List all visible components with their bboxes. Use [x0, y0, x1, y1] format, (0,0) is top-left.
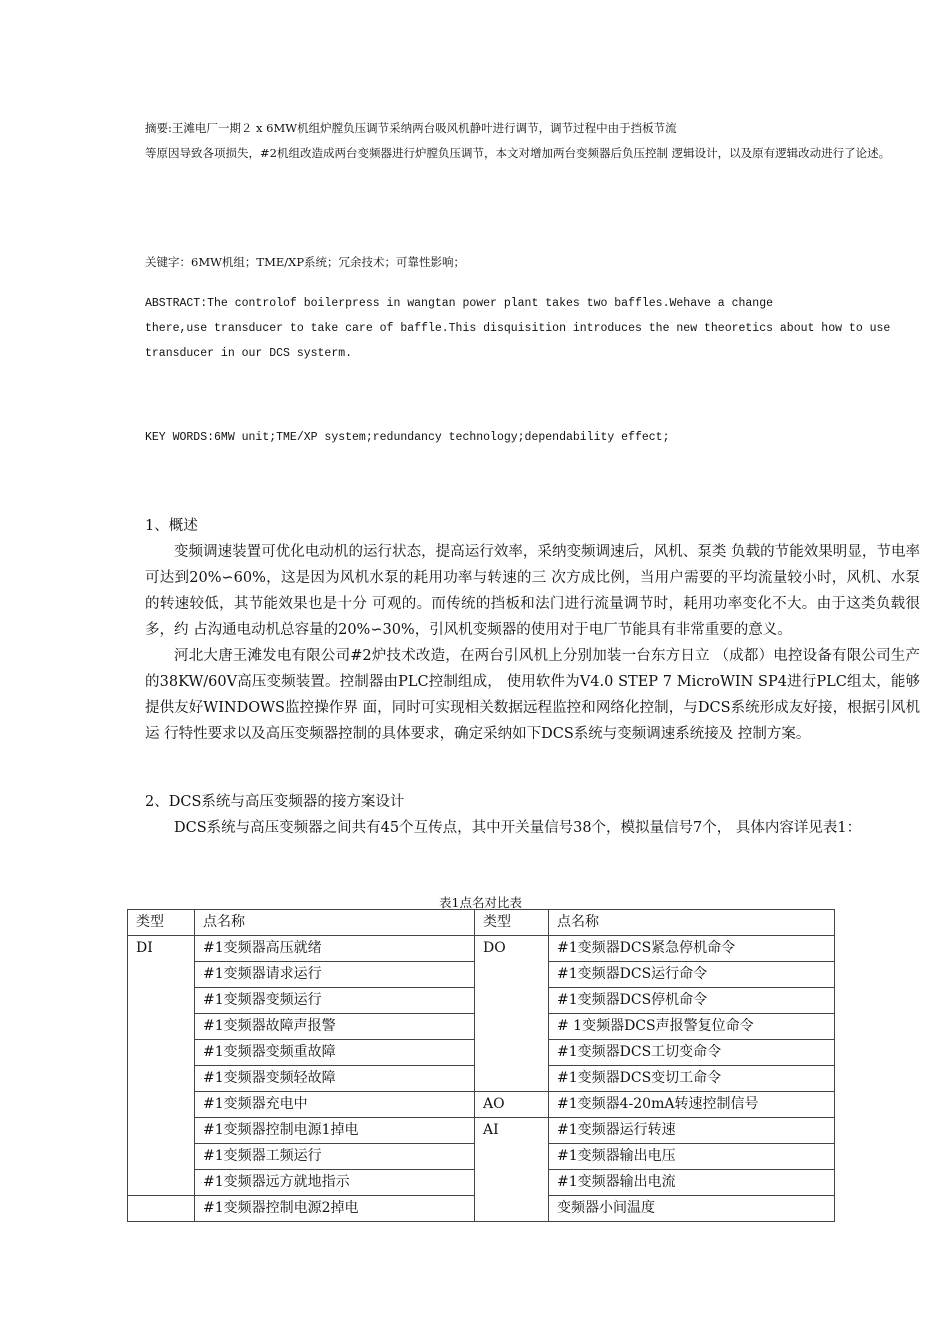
table-caption: 表1点名对比表	[439, 895, 522, 910]
point-name-cell: #1变频器变频轻故障	[195, 1066, 475, 1092]
abstract-cn-line2: 等原因导致各项损失，#2机组改造成两台变频器进行炉膛负压调节，本文对增加两台变频器后负压控制 逻辑设计，以及原有逻辑改动进行了论述。	[145, 146, 891, 160]
header-name-1: 点名称	[195, 910, 475, 936]
type-cell: AI	[475, 1118, 549, 1222]
section2-para1: DCS系统与高压变频器之间共有45个互传点，其中开关量信号38个，模拟量信号7个， 具体内容详见表1：	[174, 820, 862, 836]
table-row	[128, 1118, 835, 1144]
section2-heading: 2、DCS系统与高压变频器的接方案设计	[145, 794, 405, 810]
type-cell	[128, 1196, 195, 1222]
header-type-1: 类型	[128, 910, 195, 936]
abstract-en-line1: ABSTRACT:The controlof boilerpress in wangtan power plant takes two baffles.Wehave a change	[145, 297, 774, 310]
point-name-cell: #1变频器远方就地指示	[195, 1170, 475, 1196]
point-name-cell: #1变频器请求运行	[195, 962, 475, 988]
table-row	[128, 936, 835, 962]
points-table	[127, 909, 835, 1222]
abstract-cn	[145, 116, 925, 166]
point-name-cell: #1变频器DCS停机命令	[549, 988, 835, 1014]
type-cell: DO	[475, 936, 549, 1092]
point-name-cell: #1变频器控制电源1掉电	[195, 1118, 475, 1144]
header-type-2: 类型	[475, 910, 549, 936]
point-name-cell: #1变频器变频重故障	[195, 1040, 475, 1066]
point-name-cell: #1变频器高压就绪	[195, 936, 475, 962]
point-name-cell: #1变频器变频运行	[195, 988, 475, 1014]
point-name-cell: #1变频器DCS变切工命令	[549, 1066, 835, 1092]
point-name-cell: #1变频器运行转速	[549, 1118, 835, 1144]
abstract-en-line2: there,use transducer to take care of baffle.This disquisition introduces the new theoretics about how to use transducer in our DCS systerm.	[145, 322, 891, 360]
type-cell: AO	[475, 1092, 549, 1118]
point-name-cell: # 1变频器DCS声报警复位命令	[549, 1014, 835, 1040]
point-name-cell: #1变频器控制电源2掉电	[195, 1196, 475, 1222]
section1-para1: 变频调速装置可优化电动机的运行状态，提高运行效率，采纳变频调速后，风机、泵类 负载的节能效果明显，节电率可达到20%∽60%，这是因为风机水泵的耗用功率与转速的三 次方成比例，当用户需要的平均流量较小时，风机、水泵的转速较低，其节能效果也是十分 可观的。而传统的挡板和法门进行流量调节时，耗用功率变化不大。由于这类负载很多，约 占沟通电动机总容量的20%∽30%，引风机变频器的使用对于电厂节能具有非常重要的意义。	[145, 544, 920, 638]
section1-heading: 1、概述	[145, 518, 198, 534]
point-name-cell: #1变频器DCS运行命令	[549, 962, 835, 988]
point-name-cell: 变频器小间温度	[549, 1196, 835, 1222]
table-header-row	[128, 910, 835, 936]
type-cell: DI	[128, 936, 195, 1196]
point-name-cell: #1变频器DCS紧急停机命令	[549, 936, 835, 962]
point-name-cell: #1变频器4-20mA转速控制信号	[549, 1092, 835, 1118]
table-row	[128, 1092, 835, 1118]
point-name-cell: #1变频器充电中	[195, 1092, 475, 1118]
keywords-en: KEY WORDS:6MW unit;TME/XP system;redundancy technology;dependability effect;	[145, 431, 670, 444]
header-name-2: 点名称	[549, 910, 835, 936]
point-name-cell: #1变频器输出电压	[549, 1144, 835, 1170]
section1-body	[145, 539, 920, 747]
point-name-cell: #1变频器工频运行	[195, 1144, 475, 1170]
section1-para2: 河北大唐王滩发电有限公司#2炉技术改造，在两台引风机上分别加装一台东方日立 （成都）电控设备有限公司生产的38KW/60V高压变频装置。控制器由PLC控制组成， 使用软件为V4.0 STEP 7 MicroWIN SP4进行PLC组太，能够提供友好WINDOWS监控操作界 面，同时可实现相关数据远程监控和网络化控制，与DCS系统形成友好接，根据引风机运 行特性要求以及高压变频器控制的具体要求，确定采纳如下DCS系统与变频调速系统接及 控制方案。	[145, 648, 920, 742]
section2-body	[145, 815, 920, 841]
point-name-cell: #1变频器DCS工切变命令	[549, 1040, 835, 1066]
abstract-cn-line1: 摘要:王滩电厂一期２ x 6MW机组炉膛负压调节采纳两台吸风机静叶进行调节，调节过程中由于挡板节流	[145, 121, 677, 135]
abstract-en	[145, 291, 910, 366]
keywords-cn: 关键字：6MW机组；TME/XP系统；冗余技术；可靠性影响；	[145, 255, 466, 269]
point-name-cell: #1变频器故障声报警	[195, 1014, 475, 1040]
point-name-cell: #1变频器输出电流	[549, 1170, 835, 1196]
